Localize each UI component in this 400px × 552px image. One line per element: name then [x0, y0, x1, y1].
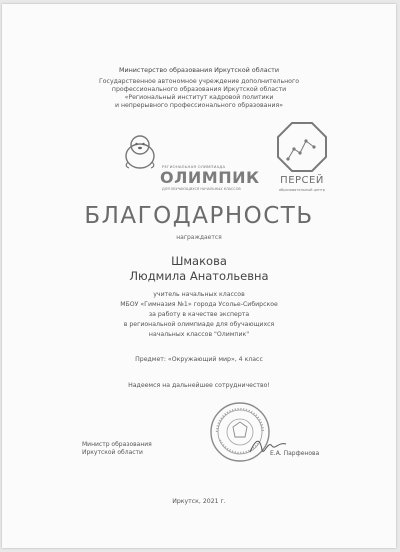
body-line: начальных классов "Олимпик" [148, 331, 250, 338]
org-line: и непрерывного профессионального образования» [114, 102, 284, 109]
olimpik-wordmark: ОЛИМПИК [160, 168, 260, 187]
body-line: МБОУ «Гимназия №1» города Усолье-Сибирское [120, 301, 278, 308]
cooperation-line: Надеемся на дальнейшее сотрудничество! [128, 382, 270, 389]
body-line: в региональной олимпиаде для обучающихся [123, 321, 275, 328]
city-year: Иркутск, 2021 г. [172, 498, 226, 505]
constellation-octagon-icon [264, 119, 340, 175]
awarded-label: награждается [176, 234, 222, 241]
subject-line: Предмет: «Окружающий мир», 4 класс [135, 356, 263, 363]
org-line: Государственное автономное учреждение дополнительного [98, 78, 299, 85]
signatory-name: Е.А. Парфенова [270, 450, 320, 457]
certificate-body [2, 290, 396, 340]
recipient-surname: Шмакова [171, 254, 227, 268]
olimpik-top-text: РЕГИОНАЛЬНАЯ ОЛИМПИАДА [162, 164, 226, 169]
org-line: профессионального образования Иркутской области [111, 86, 287, 93]
recipient-name: Людмила Анатольевна [129, 269, 269, 283]
signatory-title-line: Министр образования [82, 441, 152, 448]
perseus-logo [264, 119, 340, 197]
perseus-subtitle: образовательный центр [278, 188, 326, 192]
body-line: учитель начальных классов [153, 291, 245, 298]
seal-mascot-icon [120, 132, 160, 172]
certificate-title: БЛАГОДАРНОСТЬ [84, 203, 314, 229]
signatory-title-line: Иркутской области [82, 449, 143, 456]
organization-name [2, 78, 396, 110]
body-line: за работу в качестве эксперта [148, 311, 250, 318]
olimpik-bottom-text: ДЛЯ ОБУЧАЮЩИХСЯ НАЧАЛЬНЫХ КЛАССОВ [162, 187, 241, 191]
olimpik-logo [120, 132, 260, 192]
ministry-name: Министерство образования Иркутской области [118, 66, 280, 74]
perseus-wordmark: ПЕРСЕЙ [280, 175, 324, 186]
certificate-page [2, 4, 396, 548]
org-line: «Региональный институт кадровой политики [124, 94, 274, 101]
signatory-title [82, 441, 152, 457]
